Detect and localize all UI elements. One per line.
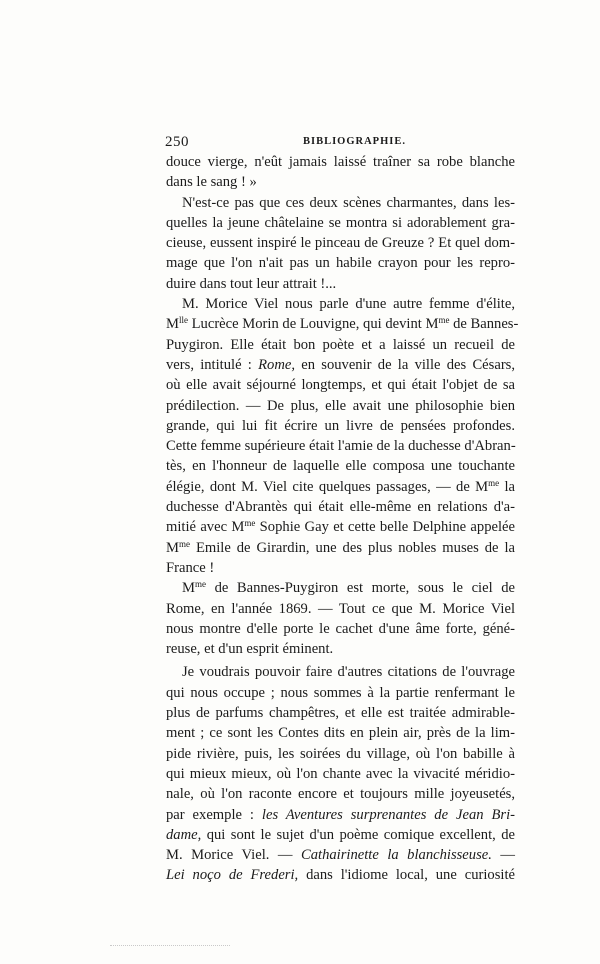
italic-title: Lei noço de Frederi, [166, 867, 299, 884]
text-line: qui mieux mieux, où l'on chante avec la vivacité méridio- [166, 765, 515, 782]
text-line: plus de parfums champêtres, et elle est traitée admirable- [166, 705, 515, 722]
text-line: mitié avec $M^{me}$ Sophie Gay et cette belle Delphine appelée [166, 518, 515, 536]
text-line: Puygiron. Elle était bon poète et a laissé un recueil de [166, 336, 515, 353]
page-bottom-mark [110, 945, 230, 949]
text-line: élégie, dont M. Viel cite quelques passages, — de $M^{me}$ la [166, 477, 515, 495]
text-line: Lei noço de Frederi, dans l'idiome local, une curiosité [166, 867, 515, 884]
paragraph-start: N'est-ce pas que ces deux scènes charmantes, dans les- [182, 194, 515, 211]
text-line: reuse, et d'un esprit éminent. [166, 641, 334, 658]
text-line: tès, en l'honneur de laquelle elle composa une touchante [166, 458, 515, 475]
paragraph-start: M. Morice Viel nous parle d'une autre femme d'élite, [182, 296, 515, 313]
text-line: dans le sang ! » [166, 174, 257, 191]
text-line: qui nous occupe ; nous sommes à la partie renfermant le [166, 684, 515, 701]
page-header [165, 134, 515, 152]
running-title: BIBLIOGRAPHIE. [303, 136, 406, 147]
italic-title: Rome, [258, 356, 295, 373]
text-line: Rome, en l'année 1869. — Tout ce que M. Morice Viel [166, 600, 515, 617]
italic-title: les Aventures surprenantes de Jean Bri- [261, 806, 515, 823]
text-line: duchesse d'Abrantès qui était elle-même en relations d'a- [166, 499, 515, 516]
body-text [166, 152, 519, 886]
text-line: mage que l'on n'ait pas un habile crayon pour les repro- [166, 255, 515, 272]
italic-title: Cathairinette la blanchisseuse. [301, 847, 492, 864]
text-line: nous montre d'elle porte le cachet d'une âme forte, géné- [166, 620, 515, 637]
text-line: France ! [166, 559, 215, 576]
text-line: nale, où l'on raconte encore et toujours mille joyeusetés, [166, 786, 515, 803]
text-line: dame, qui sont le sujet d'un poème comique excellent, de [166, 826, 515, 843]
text-line: par exemple : les Aventures surprenantes de Jean Bri- [166, 806, 515, 823]
text-line: grande, qui lui fit écrire un livre de pensées profondes. [166, 417, 515, 434]
text-line: cieuse, eussent inspiré le pinceau de Greuze ? Et quel dom- [166, 235, 515, 252]
text-line: prédilection. — De plus, elle avait une philosophie bien [166, 397, 515, 414]
text-line: pide rivière, puis, les soirées du village, où l'on babille à [166, 745, 515, 762]
text-line: ment ; ce sont les Contes dits en plein air, près de la lim- [166, 725, 515, 742]
paragraph-start: $M^{me}$ de Bannes-Puygiron est morte, sous le ciel de [182, 579, 515, 597]
text-line: Cette femme supérieure était l'amie de la duchesse d'Abran- [166, 438, 516, 455]
text-line: quelles la jeune châtelaine se montra si adorablement gra- [166, 214, 515, 231]
text-line: où elle avait séjourné longtemps, et qui était l'objet de sa [166, 377, 515, 394]
italic-title: dame, [166, 826, 202, 843]
page-number: 250 [165, 134, 189, 150]
text-line: duire dans tout leur attrait !... [166, 275, 337, 292]
paragraph-start: Je voudrais pouvoir faire d'autres citations de l'ouvrage [182, 664, 515, 681]
text-line: $M^{me}$ Emile de Girardin, une des plus nobles muses de la [166, 538, 515, 556]
text-line: $M^{lle}$ Lucrèce Morin de Louvigne, qui devint $M^{me}$ de Bannes- [166, 315, 519, 333]
text-line: M. Morice Viel. — Cathairinette la blanchisseuse. — [166, 847, 515, 864]
text-line: vers, intitulé : Rome, en souvenir de la ville des Césars, [166, 356, 516, 373]
text-line: douce vierge, n'eût jamais laissé traîner sa robe blanche [166, 154, 515, 170]
